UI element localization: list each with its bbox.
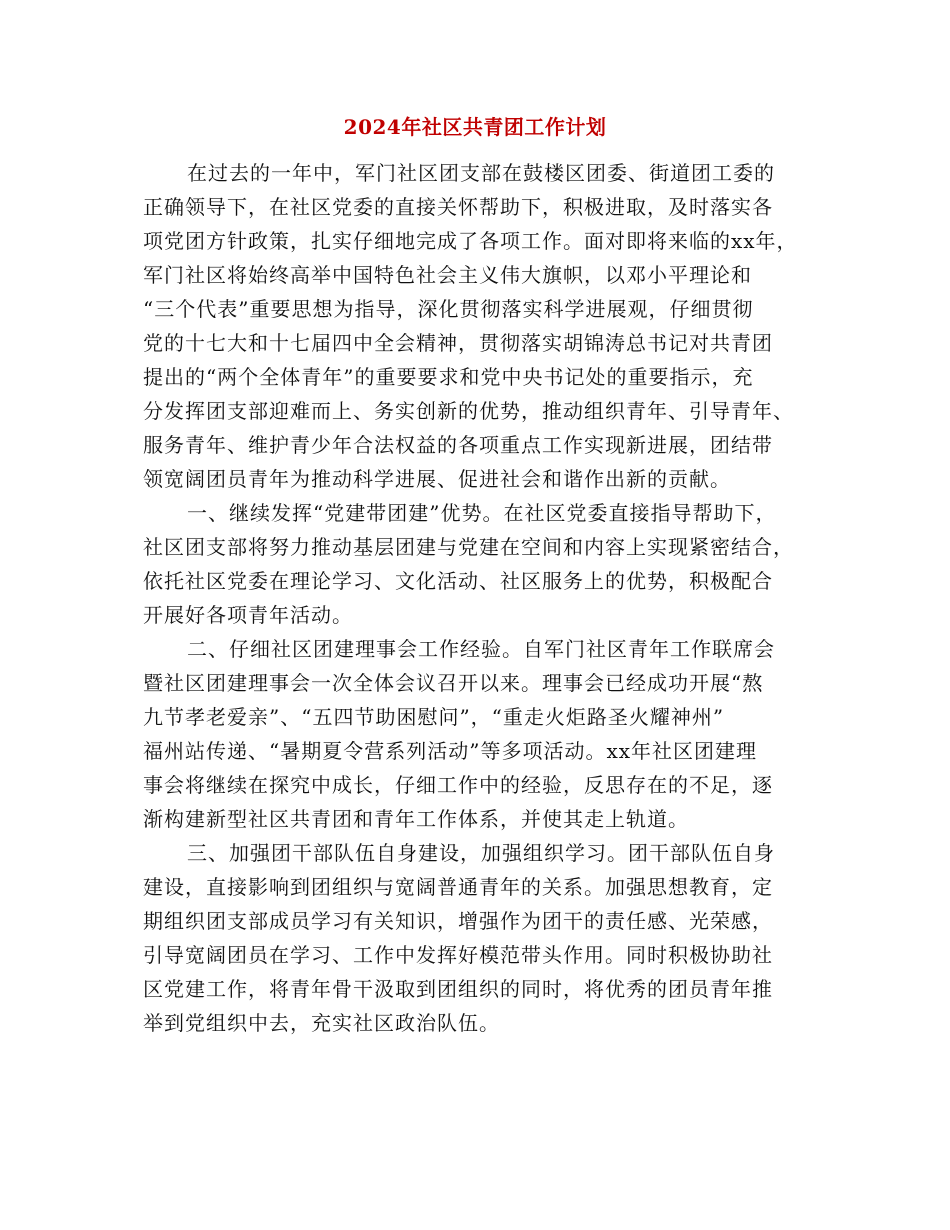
text-line: 暨社区团建理事会一次全体会议召开以来。理事会已经成功开展“熬 [143, 671, 764, 695]
text-line: 区党建工作，将青年骨干汲取到团组织的同时，将优秀的团员青年推 [143, 977, 773, 1001]
text-line: 事会将继续在探究中成长，仔细工作中的经验，反思存在的不足，逐 [143, 773, 773, 797]
text-line: 服务青年、维护青少年合法权益的各项重点工作实现新进展，团结带 [143, 433, 773, 457]
text-line: 分发挥团支部迎难而上、务实创新的优势，推动组织青年、引导青年、 [143, 399, 794, 423]
text-line: 开展好各项青年活动。 [143, 603, 353, 627]
document-title: 2024年社区共青团工作计划 [343, 115, 607, 139]
text-line: 一、继续发挥“党建带团建”优势。在社区党委直接指导帮助下， [187, 501, 777, 525]
text-line: 项党团方针政策，扎实仔细地完成了各项工作。面对即将来临的xx年， [143, 229, 798, 253]
paragraph-section-3 [143, 836, 813, 1040]
text-line: 在过去的一年中，军门社区团支部在鼓楼区团委、街道团工委的 [187, 161, 775, 185]
text-line: 三、加强团干部队伍自身建设，加强组织学习。团干部队伍自身 [187, 841, 775, 865]
text-line: 领宽阔团员青年为推动科学进展、促进社会和谐作出新的贡献。 [143, 467, 731, 491]
paragraph-section-1 [143, 496, 813, 632]
text-line: 举到党组织中去，充实社区政治队伍。 [143, 1011, 500, 1035]
text-line: 提出的“两个全体青年”的重要要求和党中央书记处的重要指示，充 [143, 365, 754, 389]
text-line: 建设，直接影响到团组织与宽阔普通青年的关系。加强思想教育，定 [143, 875, 773, 899]
text-line: 福州站传递、“暑期夏令营系列活动”等多项活动。xx年社区团建理 [143, 739, 758, 763]
text-line: 引导宽阔团员在学习、工作中发挥好模范带头作用。同时积极协助社 [143, 943, 773, 967]
paragraph-intro [143, 156, 813, 496]
text-line: 二、仔细社区团建理事会工作经验。自军门社区青年工作联席会 [187, 637, 775, 661]
text-line: 九节孝老爱亲”、“五四节助困慰问”，“重走火炬路圣火耀神州” [143, 705, 725, 729]
text-line: 期组织团支部成员学习有关知识，增强作为团干的责任感、光荣感， [143, 909, 773, 933]
paragraph-section-2 [143, 632, 813, 836]
document-body [143, 156, 813, 1040]
text-line: 依托社区党委在理论学习、文化活动、社区服务上的优势，积极配合 [143, 569, 773, 593]
text-line: 军门社区将始终高举中国特色社会主义伟大旗帜，以邓小平理论和 [143, 263, 752, 287]
text-line: 正确领导下，在社区党委的直接关怀帮助下，积极进取，及时落实各 [143, 195, 773, 219]
text-line: 党的十七大和十七届四中全会精神，贯彻落实胡锦涛总书记对共青团 [143, 331, 773, 355]
text-line: 社区团支部将努力推动基层团建与党建在空间和内容上实现紧密结合， [143, 535, 794, 559]
text-line: 渐构建新型社区共青团和青年工作体系，并使其走上轨道。 [143, 807, 689, 831]
text-line: “三个代表”重要思想为指导，深化贯彻落实科学进展观，仔细贯彻 [143, 297, 754, 321]
